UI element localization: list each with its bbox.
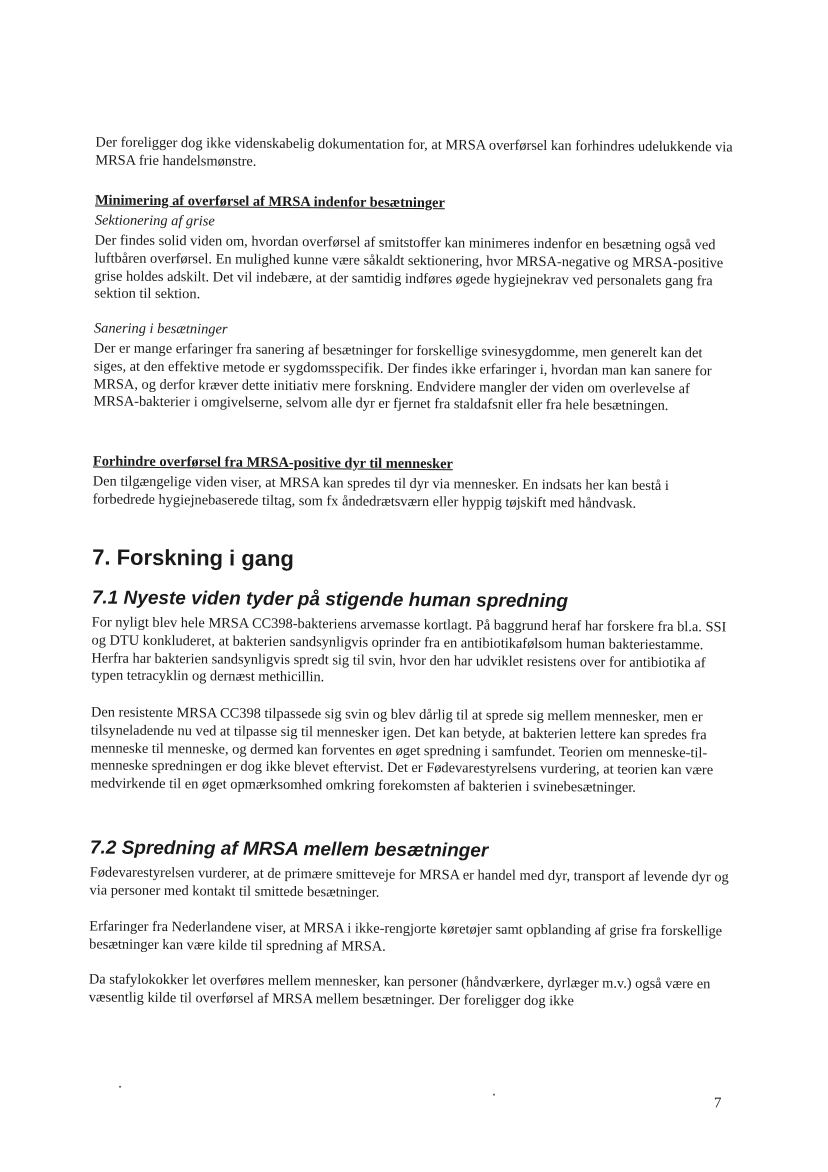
- subheading-sektionering: Sektionering af grise: [94, 212, 215, 230]
- sanering-paragraph: Der er mange erfaringer fra sanering af besætninger for forskellige svinesygdomme, men generelt kan det siges, at den effektive metode er sygdomsspecifik. Der findes ikke erfaringer i, hvordan man kan sanere for MRSA, og derfor kræver dette initiativ mere forskning. Endvidere mangler der viden om overlevelse af MRSA-bakterier i omgivelserne, selvom alle dyr er fjernet fra staldafsnit eller fra hele besætningen.: [93, 340, 712, 415]
- intro-paragraph: Der foreligger dog ikke videnskabelig dokumentation for, at MRSA overførsel kan forhindres udelukkende via MRSA frie handelsmønstre.: [95, 134, 733, 170]
- heading-minimering: Minimering af overførsel af MRSA indenfor besætninger: [94, 192, 445, 212]
- heading-forhindre: Forhindre overførsel fra MRSA-positive dyr til mennesker: [92, 453, 453, 473]
- scan-speck: [493, 1094, 495, 1096]
- scan-speck: [119, 1086, 121, 1088]
- section-7-2-heading: 7.2 Spredning af MRSA mellem besætninger: [89, 837, 489, 862]
- forhindre-paragraph: Den tilgængelige viden viser, at MRSA kan spredes til dyr via mennesker. En indsats her kan bestå i forbedrede hygiejnebaserede tiltag, som fx åndedrætsværn eller hyppig tøjskift med håndvask.: [92, 473, 669, 512]
- section-7-2-paragraph-3: Da stafylokokker let overføres mellem mennesker, kan personer (håndværkere, dyrlæger m.v.) også være en væsentlig kilde til overførsel af MRSA mellem besætninger. Der foreligger dog ikke: [88, 971, 711, 1010]
- section-7-2-paragraph-1: Fødevarestyrelsen vurderer, at de primære smitteveje for MRSA er handel med dyr, transport af levende dyr og via personer med kontakt til smittede besætninger.: [89, 864, 729, 901]
- section-7-1-paragraph-1: For nyligt blev hele MRSA CC398-bakteriens arvemasse kortlagt. På baggrund heraf har forskere fra bl.a. SSI og DTU konkluderet, at bakterien sandsynligvis oprinder fra en antibiotikafølsom human bakteriestamme. Herfra har bakterien sandsynligvis spredt sig til svin, hvor den har udviklet resistens over for antibiotika af typen tetracyklin og dernæst methicillin.: [91, 614, 727, 686]
- section-7-2-paragraph-2: Erfaringer fra Nederlandene viser, at MRSA i ikke-rengjorte køretøjer samt opblanding af grise fra forskellige besætninger kan være kilde til spredning af MRSA.: [89, 918, 723, 955]
- section-7-1-heading: 7.1 Nyeste viden tyder på stigende human spredning: [91, 587, 569, 613]
- subheading-sanering: Sanering i besætninger: [93, 320, 228, 338]
- page-number: 7: [713, 1095, 722, 1112]
- chapter-7-heading: 7. Forskning i gang: [92, 544, 294, 572]
- section-7-1-paragraph-2: Den resistente MRSA CC398 tilpassede sig svin og blev dårlig til at sprede sig mellem mennesker, men er tilsyneladende nu ved at tilpasse sig til mennesker igen. Det kan betyde, at bakterien lettere kan spredes fra menneske til menneske, og dermed kan forventes en øget spredning i samfundet. Teorien om menneske-til-menneske spredningen er dog ikke blevet eftervist. Det er Fødevarestyrelsens vurdering, at teorien kan være medvirkende til en øget opmærksomhed omkring forekomsten af bakterien i svinebesætninger.: [90, 704, 714, 796]
- sektionering-paragraph: Der findes solid viden om, hvordan overførsel af smitstoffer kan minimeres indenfor en besætning også ved luftbåren overførsel. En mulighed kunne være såkaldt sektionering, hvor MRSA-negative og MRSA-positive grise holdes adskilt. Det vil indebære, at der samtidig indføres øgede hygiejnekrav ved personalets gang fra sektion til sektion.: [94, 232, 724, 303]
